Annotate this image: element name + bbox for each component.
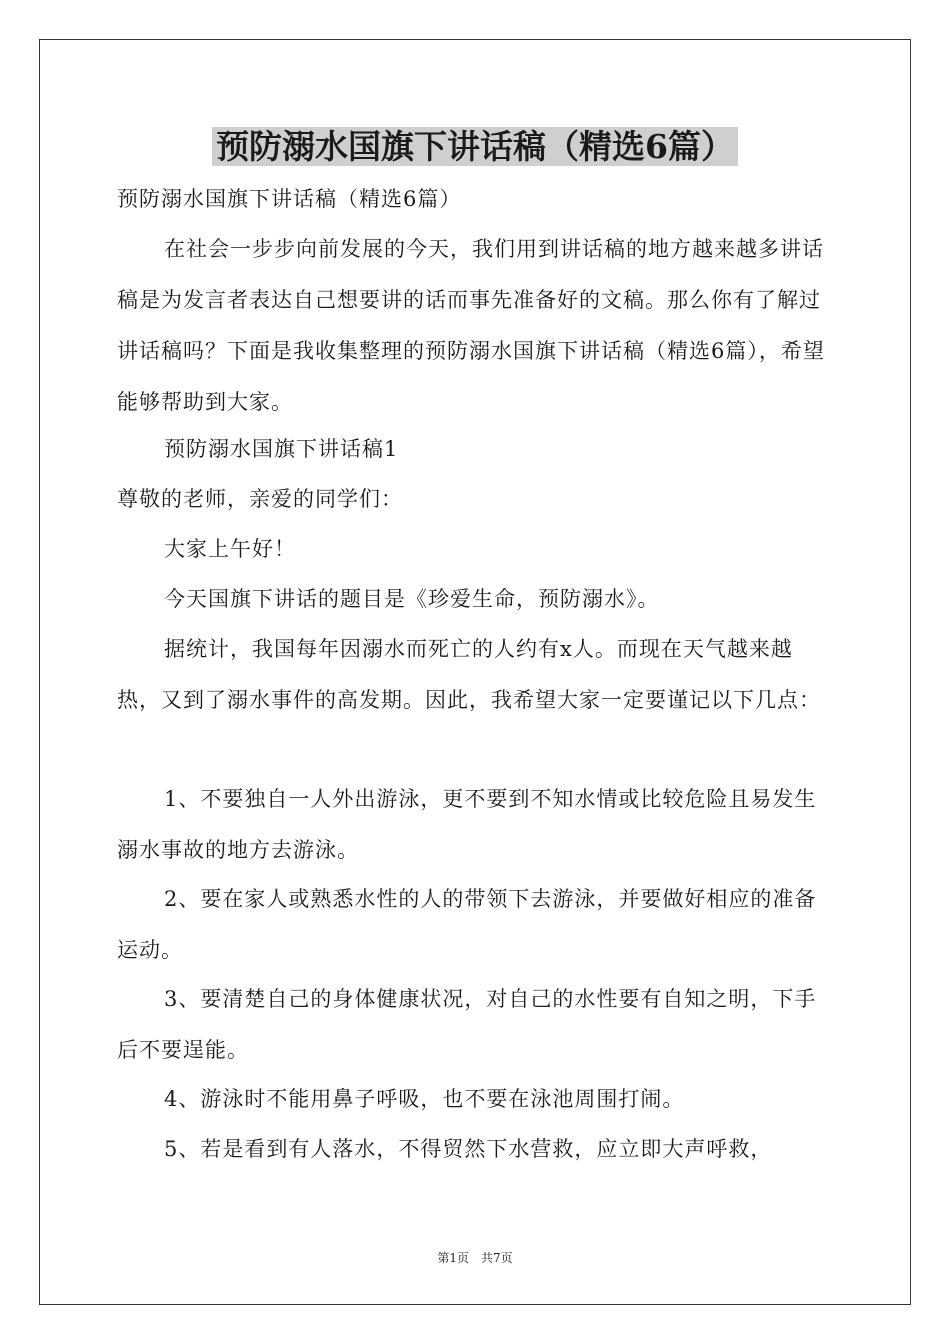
greeting: 大家上午好！ [164, 537, 296, 561]
point-3: 3、要清楚自己的身体健康状况，对自己的水性要有自知之明，下手后不要逞能。 [117, 987, 817, 1062]
document-title: 预防溺水国旗下讲话稿（精选6篇） [0, 124, 950, 170]
point-4: 4、游泳时不能用鼻子呼吸，也不要在泳池周围打闹。 [164, 1087, 685, 1111]
intro-paragraph: 在社会一步步向前发展的今天，我们用到讲话稿的地方越来越多讲话稿是为发言者表达自己想要讲的话而事先准备好的文稿。那么你有了解过讲话稿吗？下面是我收集整理的预防溺水国旗下讲话稿（精选6篇），希望能够帮助到大家。 [117, 237, 825, 414]
point-2: 2、要在家人或熟悉水性的人的带领下去游泳，并要做好相应的准备运动。 [117, 887, 817, 962]
point-5: 5、若是看到有人落水，不得贸然下水营救，应立即大声呼救， [164, 1137, 773, 1161]
subtitle: 预防溺水国旗下讲话稿（精选6篇） [117, 187, 462, 211]
topic-paragraph: 今天国旗下讲话的题目是《珍爱生命，预防溺水》。 [164, 587, 660, 611]
point-1: 1、不要独自一人外出游泳，更不要到不知水情或比较危险且易发生溺水事故的地方去游泳。 [117, 787, 817, 862]
salutation: 尊敬的老师，亲爱的同学们： [117, 487, 403, 511]
section-heading: 预防溺水国旗下讲话稿1 [164, 437, 399, 461]
stats-paragraph: 据统计，我国每年因溺水而死亡的人约有x人。而现在天气越来越热，又到了溺水事件的高发期。因此，我希望大家一定要谨记以下几点： [117, 637, 821, 712]
page-number: 第1页 共7页 [437, 1251, 513, 1265]
